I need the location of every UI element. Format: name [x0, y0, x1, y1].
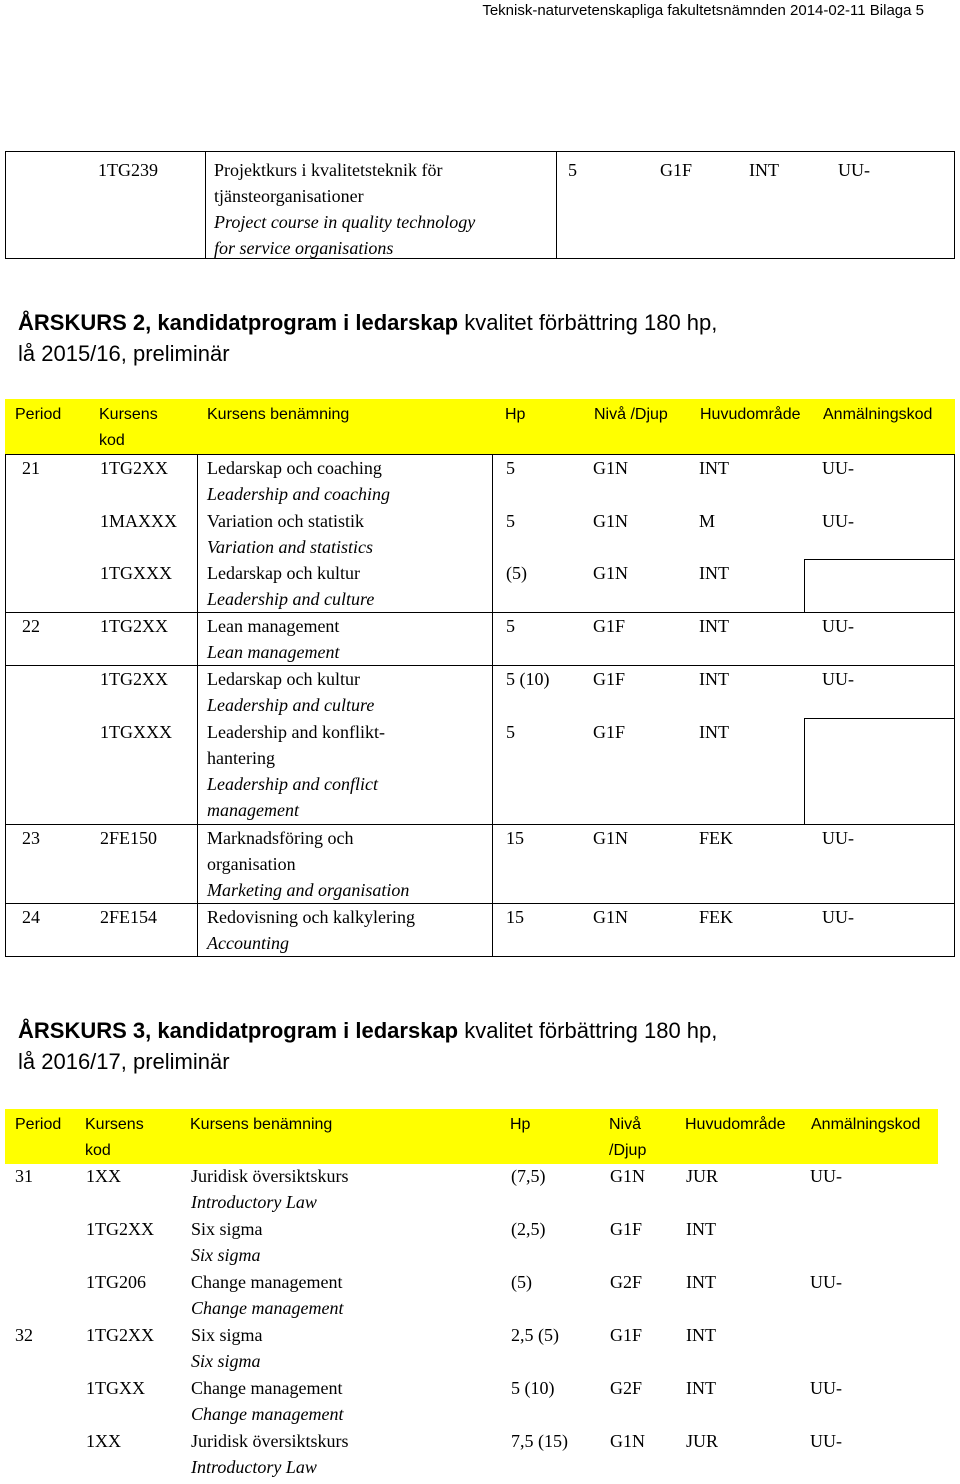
course-name-sv: tjänsteorganisationer: [214, 186, 364, 206]
hp-cell: 5: [506, 511, 515, 531]
col-rule: [197, 454, 198, 956]
course-name-en: Introductory Law: [191, 1192, 317, 1212]
anm-cell: UU-: [810, 1166, 842, 1186]
anm-cell: UU-: [822, 907, 854, 927]
hp-cell: 15: [506, 907, 524, 927]
section2-subtitle: lå 2015/16, preliminär: [18, 341, 230, 366]
course-name-sv: Ledarskap och kultur: [207, 669, 360, 689]
level-cell: G1F: [593, 669, 626, 689]
course-name-sv: organisation: [207, 854, 296, 874]
course-name-sv: Six sigma: [191, 1325, 263, 1345]
divider: [205, 152, 206, 258]
course-code: 1TG239: [98, 160, 158, 180]
col-rule: [5, 454, 6, 956]
hp-cell: 15: [506, 828, 524, 848]
box-rule: [804, 559, 805, 612]
course-name-sv: Change management: [191, 1378, 343, 1398]
period-cell: 31: [15, 1166, 33, 1186]
level-cell: G1N: [593, 907, 628, 927]
hp-cell: 2,5 (5): [511, 1325, 559, 1345]
period-cell: 22: [22, 616, 40, 636]
course-name-en: Six sigma: [191, 1351, 261, 1371]
area-cell: INT: [699, 458, 729, 478]
level-cell: G1N: [593, 563, 628, 583]
hdr-hp: Hp: [505, 406, 526, 423]
course-hp: 5: [568, 160, 577, 180]
area-cell: JUR: [686, 1166, 719, 1186]
hp-cell: (5): [506, 563, 527, 583]
area-cell: INT: [699, 669, 729, 689]
course-code-cell: 1XX: [86, 1166, 121, 1186]
course-name-sv: Leadership and konflikt-: [207, 722, 385, 742]
course-code-cell: 1TG2XX: [100, 669, 168, 689]
box-rule: [804, 559, 954, 560]
course-name-sv: Redovisning och kalkylering: [207, 907, 415, 927]
divider: [556, 152, 557, 258]
course-name-sv: Lean management: [207, 616, 340, 636]
section3-subtitle: lå 2016/17, preliminär: [18, 1049, 230, 1074]
hp-cell: (7,5): [511, 1166, 546, 1186]
anm-cell: UU-: [810, 1378, 842, 1398]
anm-cell: UU-: [822, 669, 854, 689]
hdr-niva: Nivå: [609, 1116, 642, 1133]
area-cell: INT: [686, 1378, 716, 1398]
course-name-sv: Change management: [191, 1272, 343, 1292]
course-code-cell: 1TG2XX: [100, 616, 168, 636]
course-code-cell: 1TGXXX: [100, 722, 172, 742]
area-cell: FEK: [699, 907, 734, 927]
area-cell: M: [699, 511, 716, 531]
section2-title: ÅRSKURS 2, kandidatprogram i ledarskap kvalitet förbättring 180 hp,: [18, 310, 718, 335]
level-cell: G1N: [593, 458, 628, 478]
course-name-en: Leadership and conflict: [207, 774, 378, 794]
course-name-en: Marketing and organisation: [207, 880, 410, 900]
level-cell: G1F: [593, 616, 626, 636]
course-anm: UU-: [838, 160, 870, 180]
course-name-sv: Ledarskap och kultur: [207, 563, 360, 583]
course-name-en: Leadership and culture: [207, 589, 375, 609]
anm-cell: UU-: [822, 458, 854, 478]
course-level: G1F: [660, 160, 693, 180]
anm-cell: UU-: [810, 1272, 842, 1292]
section3-title: ÅRSKURS 3, kandidatprogram i ledarskap kvalitet förbättring 180 hp,: [18, 1018, 718, 1043]
course-name-en: Change management: [191, 1404, 344, 1424]
course-name-sv: Ledarskap och coaching: [207, 458, 382, 478]
hdr-kursens: Kursens: [99, 406, 158, 423]
hdr-benamning: Kursens benämning: [207, 406, 350, 423]
hp-cell: 5: [506, 722, 515, 742]
period-cell: 23: [22, 828, 40, 848]
level-cell: G1N: [593, 828, 628, 848]
course-name-en: for service organisations: [214, 238, 394, 258]
anm-cell: UU-: [822, 828, 854, 848]
area-cell: INT: [686, 1325, 716, 1345]
level-cell: G1N: [610, 1166, 645, 1186]
area-cell: INT: [686, 1272, 716, 1292]
hp-cell: 5: [506, 458, 515, 478]
area-cell: INT: [699, 616, 729, 636]
hdr-anm: Anmälningskod: [823, 406, 933, 423]
hp-cell: 5 (10): [506, 669, 550, 689]
anm-cell: UU-: [822, 511, 854, 531]
level-cell: G1N: [610, 1431, 645, 1451]
hp-cell: 5: [506, 616, 515, 636]
course-name-sv: Projektkurs i kvalitetsteknik för: [214, 160, 443, 180]
course-name-sv: Six sigma: [191, 1219, 263, 1239]
course-code-cell: 1TGXXX: [100, 563, 172, 583]
hdr-period: Period: [15, 406, 62, 423]
course-name-en: Leadership and coaching: [207, 484, 390, 504]
row-rule: [5, 956, 955, 957]
course-name-sv: Juridisk översiktskurs: [191, 1431, 349, 1451]
hdr-huvud: Huvudområde: [685, 1116, 786, 1133]
section3-header-row: [5, 1109, 938, 1164]
course-code-cell: 2FE154: [100, 907, 158, 927]
anm-cell: UU-: [810, 1431, 842, 1451]
hp-cell: (2,5): [511, 1219, 546, 1239]
hp-cell: 5 (10): [511, 1378, 555, 1398]
course-code-cell: 1TG2XX: [86, 1219, 154, 1239]
section2-header-row: [5, 399, 955, 454]
course-code-cell: 2FE150: [100, 828, 158, 848]
course-name-sv: Marknadsföring och: [207, 828, 354, 848]
hdr-kursens: Kursens: [85, 1116, 144, 1133]
col-rule: [954, 454, 955, 956]
period-cell: 24: [22, 907, 40, 927]
course-name-en: Introductory Law: [191, 1457, 317, 1477]
course-code-cell: 1XX: [86, 1431, 121, 1451]
course-name-en: Six sigma: [191, 1245, 261, 1265]
period-cell: 32: [15, 1325, 33, 1345]
course-name-sv: Variation och statistik: [207, 511, 364, 531]
period-cell: 21: [22, 458, 40, 478]
box-rule: [804, 718, 954, 719]
course-code-cell: 1TG2XX: [86, 1325, 154, 1345]
level-cell: G1F: [593, 722, 626, 742]
course-name-en: Change management: [191, 1298, 344, 1318]
course-name-sv: Juridisk översiktskurs: [191, 1166, 349, 1186]
level-cell: G2F: [610, 1378, 643, 1398]
level-cell: G1F: [610, 1325, 643, 1345]
course-name-en: Leadership and culture: [207, 695, 375, 715]
level-cell: G1N: [593, 511, 628, 531]
anm-cell: UU-: [822, 616, 854, 636]
hp-cell: 7,5 (15): [511, 1431, 568, 1451]
area-cell: JUR: [686, 1431, 719, 1451]
hdr-kod: kod: [99, 432, 125, 449]
course-code-cell: 1TG2XX: [100, 458, 168, 478]
area-cell: INT: [699, 722, 729, 742]
hdr-period: Period: [15, 1116, 62, 1133]
hdr-kod: kod: [85, 1142, 111, 1159]
hdr-huvud: Huvudområde: [700, 406, 801, 423]
hp-cell: (5): [511, 1272, 532, 1292]
box-rule: [804, 718, 805, 824]
hdr-niva: Nivå /Djup: [594, 406, 668, 423]
course-name-en: management: [207, 800, 299, 820]
area-cell: INT: [699, 563, 729, 583]
course-code-cell: 1MAXXX: [100, 511, 178, 531]
course-area: INT: [749, 160, 779, 180]
col-rule: [492, 454, 493, 956]
level-cell: G1F: [610, 1219, 643, 1239]
page-header: Teknisk-naturvetenskapliga fakultetsnämnden 2014-02-11 Bilaga 5: [482, 2, 924, 19]
hdr-anm: Anmälningskod: [811, 1116, 921, 1133]
hdr-djup: /Djup: [609, 1142, 647, 1159]
course-name-en: Variation and statistics: [207, 537, 374, 557]
hdr-benamning: Kursens benämning: [190, 1116, 333, 1133]
area-cell: FEK: [699, 828, 734, 848]
course-code-cell: 1TGXX: [86, 1378, 145, 1398]
course-code-cell: 1TG206: [86, 1272, 146, 1292]
area-cell: INT: [686, 1219, 716, 1239]
course-name-en: Accounting: [207, 933, 289, 953]
hdr-hp: Hp: [510, 1116, 531, 1133]
course-name-en: Project course in quality technology: [214, 212, 476, 232]
course-name-en: Lean management: [207, 642, 340, 662]
course-name-sv: hantering: [207, 748, 275, 768]
level-cell: G2F: [610, 1272, 643, 1292]
